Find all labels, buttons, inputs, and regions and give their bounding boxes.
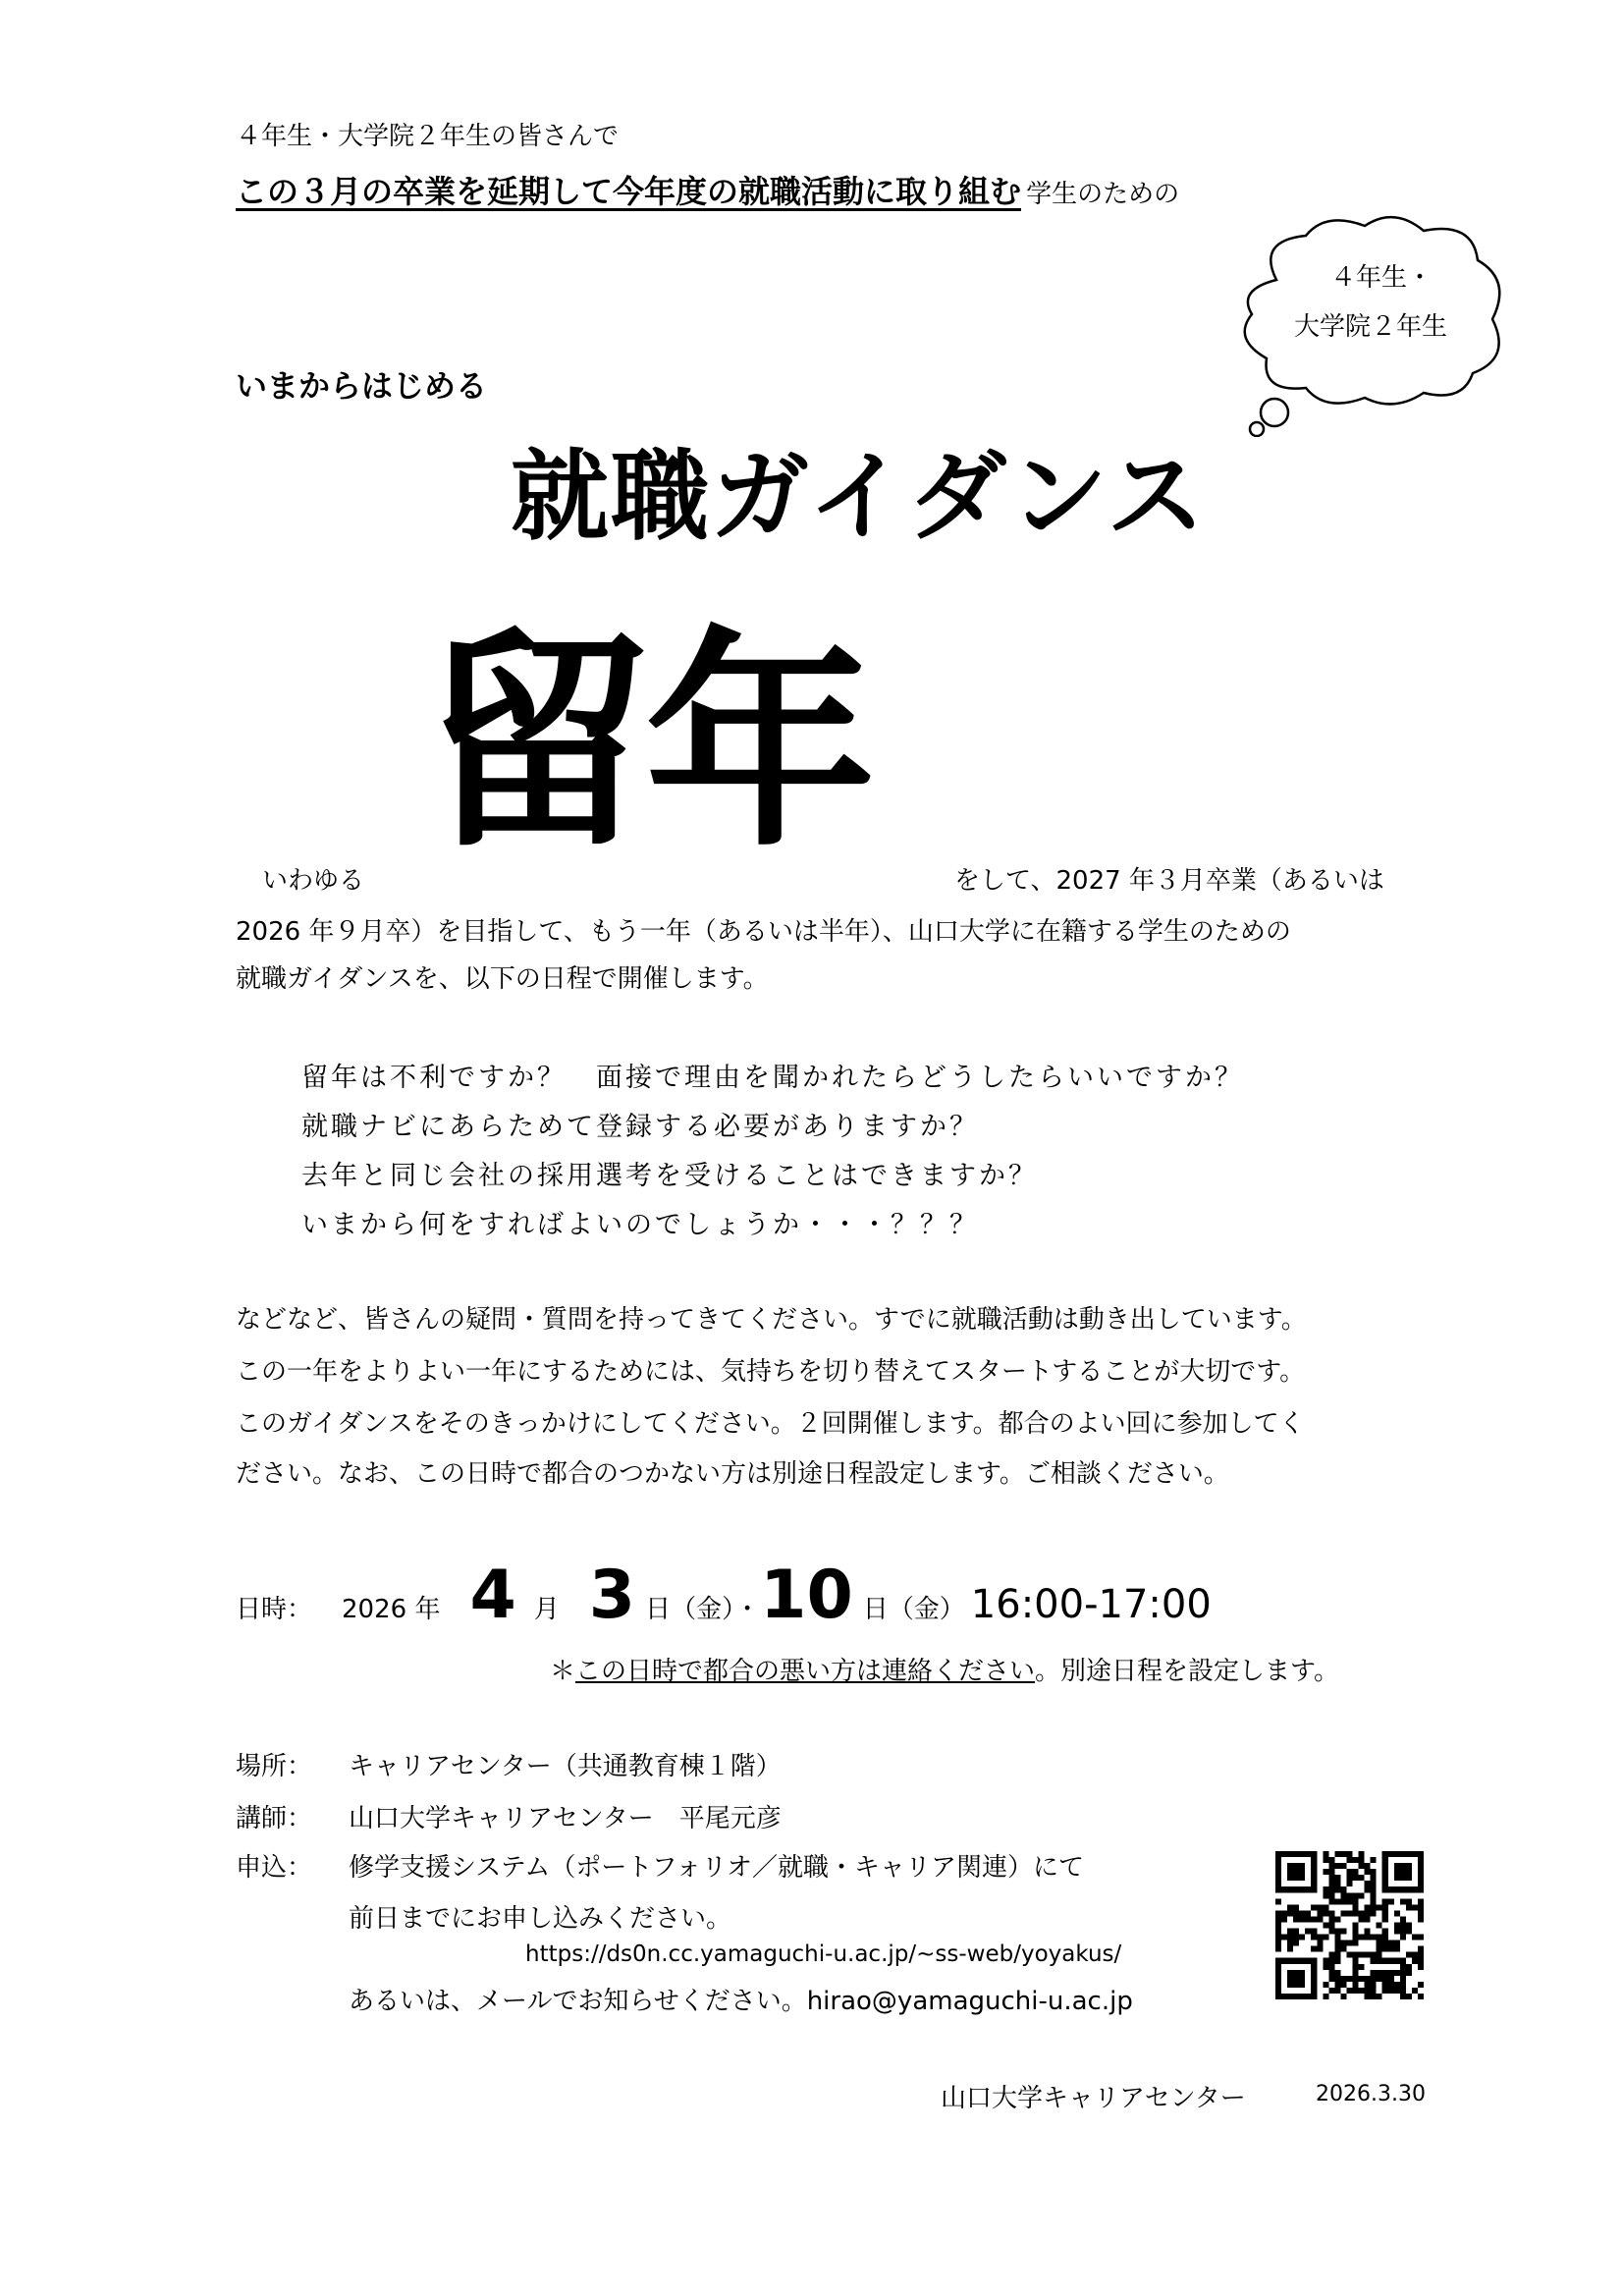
page-title: 就職ガイダンス (511, 439, 1207, 554)
question: 去年と同じ会社の採用選考を受けることはできますか？ (301, 1161, 1038, 1191)
schedule-time: 16:00-17:00 (970, 1582, 1212, 1627)
schedule-year: 2026 年 (342, 1595, 441, 1624)
apply-line3: あるいは、メールでお知らせください。hirao@yamaguchi-u.ac.jp (349, 1987, 1133, 2016)
note-prefix: ＊ (550, 1657, 576, 1686)
cloud-line2: 大学院２年生 (1294, 312, 1448, 342)
big-word: 留年 (422, 610, 868, 878)
target-bold: この３月の卒業を延期して今年度の就職活動に取り組む (236, 173, 1022, 210)
target-line (236, 167, 1179, 212)
schedule-month: 4 (469, 1557, 516, 1634)
place-label: 場所： (236, 1752, 313, 1781)
lecturer: 山口大学キャリアセンター 平尾元彦 (349, 1804, 782, 1833)
question: 就職ナビにあらためて登録する必要がありますか？ (301, 1112, 979, 1142)
apply-line1: 修学支援システム（ポートフォリオ／就職・キャリア関連）にて (349, 1853, 1085, 1883)
schedule-month-unit: 月 (533, 1595, 560, 1624)
footer-date: 2026.3.30 (1316, 2082, 1426, 2106)
apply-label: 申込： (236, 1853, 313, 1883)
schedule-day-unit1: 日（金）・ (645, 1595, 761, 1624)
cloud-line1: ４年生・ (1330, 263, 1433, 293)
intro-post: をして、2027 年３月卒業（あるいは (954, 866, 1384, 896)
schedule-note (550, 1651, 1339, 1687)
target-tail: 学生のための (1026, 180, 1180, 209)
paragraph-line: ださい。なお、この日時で都合のつかない方は別途日程設定します。ご相談ください。 (236, 1459, 1229, 1489)
paragraph-line: などなど、皆さんの疑問・質問を持ってきてください。すでに就職活動は動き出しています。 (236, 1305, 1307, 1335)
schedule-day2: 10 (760, 1557, 853, 1634)
question: 留年は不利ですか？ 面接で理由を聞かれたらどうしたらいいですか？ (301, 1063, 1244, 1093)
schedule-day1: 3 (588, 1557, 636, 1634)
intro-line3: 就職ガイダンスを、以下の日程で開催します。 (236, 964, 769, 994)
place: キャリアセンター（共通教育棟１階） (349, 1752, 782, 1781)
qr-code[interactable] (1275, 1851, 1424, 1999)
note-link: この日時で都合の悪い方は連絡ください (575, 1657, 1036, 1686)
note-tail: 。別途日程を設定します。 (1035, 1657, 1339, 1686)
footer-org: 山口大学キャリアセンター (941, 2084, 1246, 2113)
schedule-line (236, 1557, 1212, 1634)
schedule-label: 日時： (236, 1595, 313, 1624)
registration-url[interactable]: https://ds0n.cc.yamaguchi-u.ac.jp/~ss-web/yoyakus/ (525, 1941, 1122, 1967)
paragraph-line: このガイダンスをそのきっかけにしてください。２回開催します。都合のよい回に参加してく (236, 1409, 1305, 1439)
apply-line2: 前日までにお申し込みください。 (349, 1904, 732, 1934)
intro-pre: いわゆる (262, 866, 365, 896)
lecturer-label: 講師： (236, 1804, 313, 1833)
audience-line: ４年生・大学院２年生の皆さんで (236, 122, 620, 151)
intro-line2: 2026 年９月卒）を目指して、もう一年（あるいは半年）、山口大学に在籍する学生のための (236, 917, 1291, 947)
paragraph-line: この一年をよりよい一年にするためには、気持ちを切り替えてスタートすることが大切です。 (236, 1357, 1306, 1387)
schedule-day-unit2: 日（金） (862, 1595, 965, 1624)
subtitle: いまからはじめる (236, 367, 488, 405)
question: いまから何をすればよいのでしょうか・・・？？？ (301, 1210, 979, 1240)
